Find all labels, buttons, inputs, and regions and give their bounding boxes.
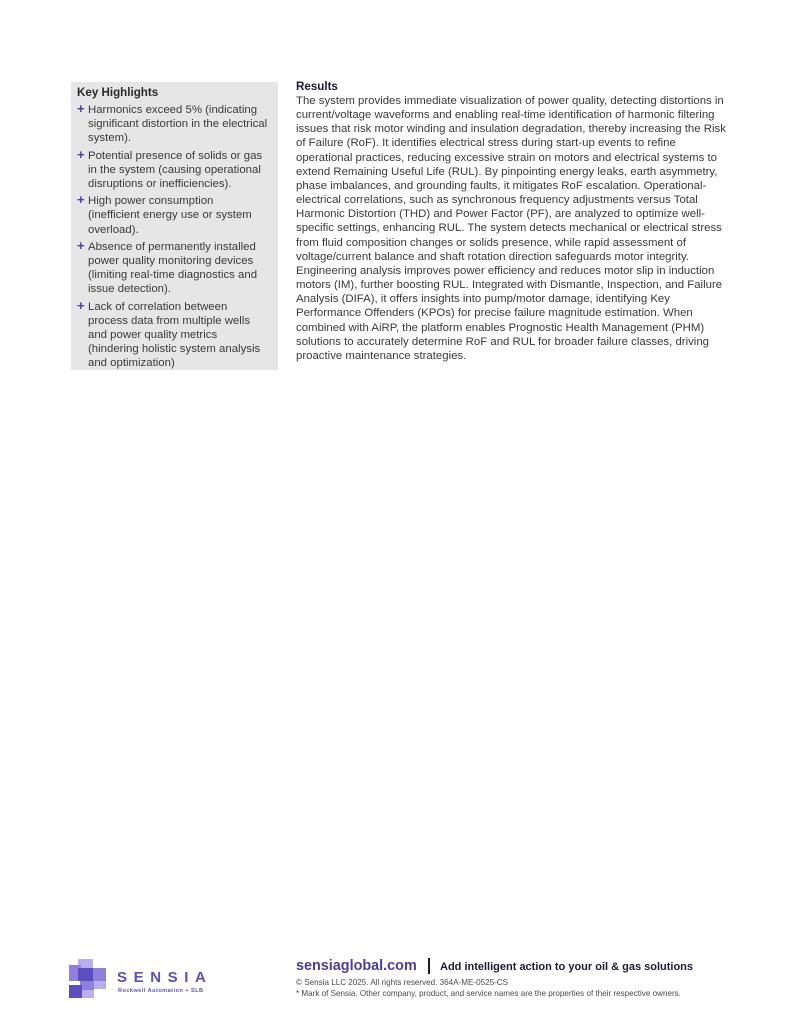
footer-tagline: Add intelligent action to your oil & gas solutions	[440, 961, 694, 973]
list-item-text: Potential presence of solids or gas in the system (causing operational disruptions or inefficiencies).	[88, 149, 263, 191]
results-body: The system provides immediate visualization of power quality, detecting distortions in current/voltage waveforms and enabling real-time identification of harmonic filtering issues that risk motor winding and insulation degradation, thereby increasing the Risk of Failure (RoF). It identifies electrical stress during start-up events to refine operational practices, reducing excessive strain on motors and electrical systems to extend Remaining Useful Life (RUL). By pinpointing energy leaks, earth asymmetry, phase imbalances, and grounding faults, it mitigates RoF escalation. Operational-electrical correlations, such as synchronous frequency adjustments versus Total Harmonic Distortion (THD) and Power Factor (PF), are analyzed to optimize well-specific settings, enhancing RUL. The system detects mechanical or electrical stress from fluid composition changes or solids presence, while rapid assessment of voltage/current balance and shaft rotation direction safeguards motor integrity. Engineering analysis improves power efficiency and reduces motor slip in induction motors (IM), further boosting RUL. Integrated with Dismantle, Inspection, and Failure Analysis (DIFA), it offers insights into pump/motor damage, identifying Key Performance Offenders (KPOs) for precise failure magnitude estimation. When combined with AiRP, the platform enables Prognostic Health Management (PHM) solutions to accurately determine RoF and RUL for broader failure classes, driving proactive maintenance strategies.	[296, 95, 726, 362]
key-highlights-list	[77, 103, 268, 371]
sensia-logo	[69, 958, 219, 1000]
list-item	[77, 146, 268, 192]
plus-icon: +	[77, 101, 85, 116]
copyright-text: © Sensia LLC 2025. All rights reserved. 364A-ME-0525-CS	[296, 978, 509, 987]
list-item	[77, 194, 268, 237]
logo-subtitle: Rockwell Automation + SLB	[118, 988, 204, 994]
sensia-logo-mark-icon	[69, 959, 109, 999]
key-highlights-panel	[71, 82, 278, 370]
footer	[296, 957, 756, 999]
website-link[interactable]: sensiaglobal.com	[296, 958, 417, 974]
list-item-text: High power consumption (inefficient energy use or system overload).	[88, 195, 252, 236]
plus-icon: +	[77, 297, 85, 313]
list-item-text: Absence of permanently installed power quality monitoring devices (limiting real-time diagnostics and issue detection).	[88, 240, 258, 296]
list-item-text: Harmonics exceed 5% (indicating significant distortion in the electrical system).	[88, 104, 268, 145]
footer-top-row	[296, 957, 756, 977]
list-item-text: Lack of correlation between process data from multiple wells and power quality metrics (hindering holistic system analysis and optimization)	[88, 300, 261, 370]
list-item	[77, 237, 268, 297]
plus-icon: +	[77, 146, 85, 162]
list-item	[77, 297, 268, 371]
key-highlights-title: Key Highlights	[77, 86, 159, 99]
trademark-text: * Mark of Sensia. Other company, product, and service names are the properties of their respective owners.	[296, 989, 681, 998]
list-item	[77, 103, 268, 146]
results-section	[296, 80, 732, 363]
logo-wordmark: SENSIA	[117, 969, 213, 986]
plus-icon: +	[77, 192, 85, 208]
results-title: Results	[296, 80, 338, 93]
plus-icon: +	[77, 237, 85, 253]
footer-divider	[428, 958, 430, 974]
